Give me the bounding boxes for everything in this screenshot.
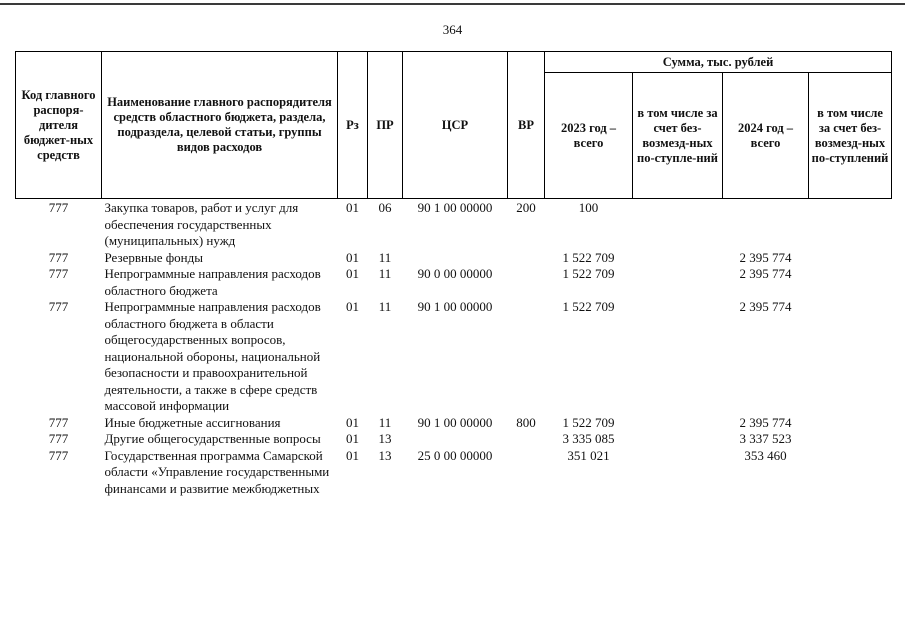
- cell-2023-free: [633, 250, 723, 267]
- cell-2023-free: [633, 431, 723, 448]
- cell-vr: [508, 299, 545, 415]
- cell-rz: 01: [346, 414, 359, 430]
- header-2023-free: в том числе за счет без-возмезд-ных по-ступле-ний: [633, 73, 723, 199]
- cell-2024-total: 2 395 774: [739, 249, 792, 265]
- cell-2024-total: 353 460: [744, 447, 787, 463]
- cell-2024-free: [809, 415, 892, 432]
- cell-name: Резервные фонды: [104, 249, 203, 265]
- cell-vr: [508, 266, 545, 299]
- cell-2023-total: 3 335 085: [562, 431, 615, 446]
- header-sum-group: Сумма, тыс. рублей: [545, 52, 892, 73]
- cell-csr: 90 1 00 00000: [417, 200, 493, 215]
- cell-code: 777: [48, 414, 69, 430]
- cell-pr: 11: [378, 266, 392, 281]
- cell-pr: 11: [378, 299, 392, 314]
- cell-code: 777: [48, 431, 69, 446]
- cell-2024-free: [809, 299, 892, 415]
- header-vr: ВР: [508, 52, 545, 199]
- cell-vr: [508, 431, 545, 448]
- cell-2024-free: [809, 448, 892, 498]
- cell-2024-total: 3 337 523: [739, 431, 792, 446]
- cell-2023-total: 100: [578, 200, 599, 215]
- cell-csr: [403, 431, 508, 448]
- cell-code: 777: [48, 447, 69, 463]
- cell-pr: 13: [378, 447, 392, 463]
- cell-csr: 90 0 00 00000: [417, 266, 493, 281]
- table-row: [16, 250, 892, 267]
- cell-name: Непрограммные направления расходов областного бюджета: [104, 266, 321, 298]
- table-header: [16, 52, 892, 199]
- cell-rz: 01: [346, 447, 359, 463]
- cell-vr: [508, 448, 545, 498]
- cell-csr: [403, 250, 508, 267]
- cell-2024-total: 2 395 774: [739, 266, 792, 281]
- header-2023-total: 2023 год – всего: [545, 73, 633, 199]
- table-row: [16, 299, 892, 415]
- table-row: [16, 431, 892, 448]
- table-body: [16, 199, 892, 498]
- cell-name: Закупка товаров, работ и услуг для обеспечения государственных (муниципальных) нужд: [104, 200, 299, 248]
- cell-2023-total: 1 522 709: [562, 266, 615, 281]
- table-row: [16, 415, 892, 432]
- cell-name: Непрограммные направления расходов областного бюджета в области общегосударственных вопросов, национальной обороны, национальной безопасности и правоохранительной деятельности, а также в сфере средств массовой информации: [104, 299, 321, 413]
- cell-csr: 25 0 00 00000: [417, 447, 493, 463]
- budget-table: [15, 51, 892, 497]
- cell-vr: 200: [516, 200, 536, 215]
- header-rz: Рз: [338, 52, 368, 199]
- cell-2024-total: [723, 199, 809, 250]
- cell-2024-free: [809, 199, 892, 250]
- cell-2024-free: [809, 431, 892, 448]
- cell-csr: 90 1 00 00000: [417, 299, 493, 314]
- cell-rz: 01: [346, 249, 359, 265]
- header-pr: ПР: [368, 52, 403, 199]
- cell-pr: 13: [378, 431, 392, 446]
- cell-pr: 11: [378, 249, 392, 265]
- table-row: [16, 199, 892, 250]
- cell-2023-free: [633, 299, 723, 415]
- header-2024-free: в том числе за счет без-возмезд-ных по-ступлений: [809, 73, 892, 199]
- cell-rz: 01: [346, 431, 359, 446]
- cell-code: 777: [48, 299, 69, 314]
- cell-name: Государственная программа Самарской области «Управление государственными финансами и развитие межбюджетных: [104, 447, 330, 496]
- table-row: [16, 266, 892, 299]
- cell-vr: 800: [516, 414, 536, 430]
- cell-2024-free: [809, 266, 892, 299]
- cell-code: 777: [48, 249, 69, 265]
- cell-code: 777: [48, 266, 69, 281]
- cell-csr: 90 1 00 00000: [417, 414, 493, 430]
- table-row: [16, 448, 892, 498]
- cell-rz: 01: [346, 266, 359, 281]
- cell-rz: 01: [346, 299, 359, 314]
- cell-2024-free: [809, 250, 892, 267]
- top-border-line: [0, 3, 905, 5]
- cell-2023-free: [633, 448, 723, 498]
- cell-code: 777: [48, 200, 69, 215]
- cell-rz: 01: [346, 200, 359, 215]
- cell-pr: 06: [378, 200, 392, 215]
- cell-2023-total: 351 021: [567, 447, 610, 463]
- cell-pr: 11: [378, 414, 392, 430]
- page-number: 364: [442, 22, 463, 37]
- header-2024-total: 2024 год – всего: [723, 73, 809, 199]
- cell-2023-free: [633, 266, 723, 299]
- cell-2023-total: 1 522 709: [562, 299, 615, 314]
- cell-2024-total: 2 395 774: [739, 299, 792, 314]
- cell-2023-total: 1 522 709: [562, 249, 615, 265]
- header-csr: ЦСР: [403, 52, 508, 199]
- cell-name: Иные бюджетные ассигнования: [104, 414, 281, 430]
- cell-2024-total: 2 395 774: [739, 414, 792, 430]
- cell-name: Другие общегосударственные вопросы: [104, 431, 321, 446]
- cell-vr: [508, 250, 545, 267]
- cell-2023-total: 1 522 709: [562, 414, 615, 430]
- cell-2023-free: [633, 199, 723, 250]
- header-code: Код главного распоря-дителя бюджет-ных средств: [16, 52, 102, 199]
- cell-2023-free: [633, 415, 723, 432]
- header-name: Наименование главного распорядителя средств областного бюджета, раздела, подраздела, целевой статьи, группы видов расходов: [102, 52, 338, 199]
